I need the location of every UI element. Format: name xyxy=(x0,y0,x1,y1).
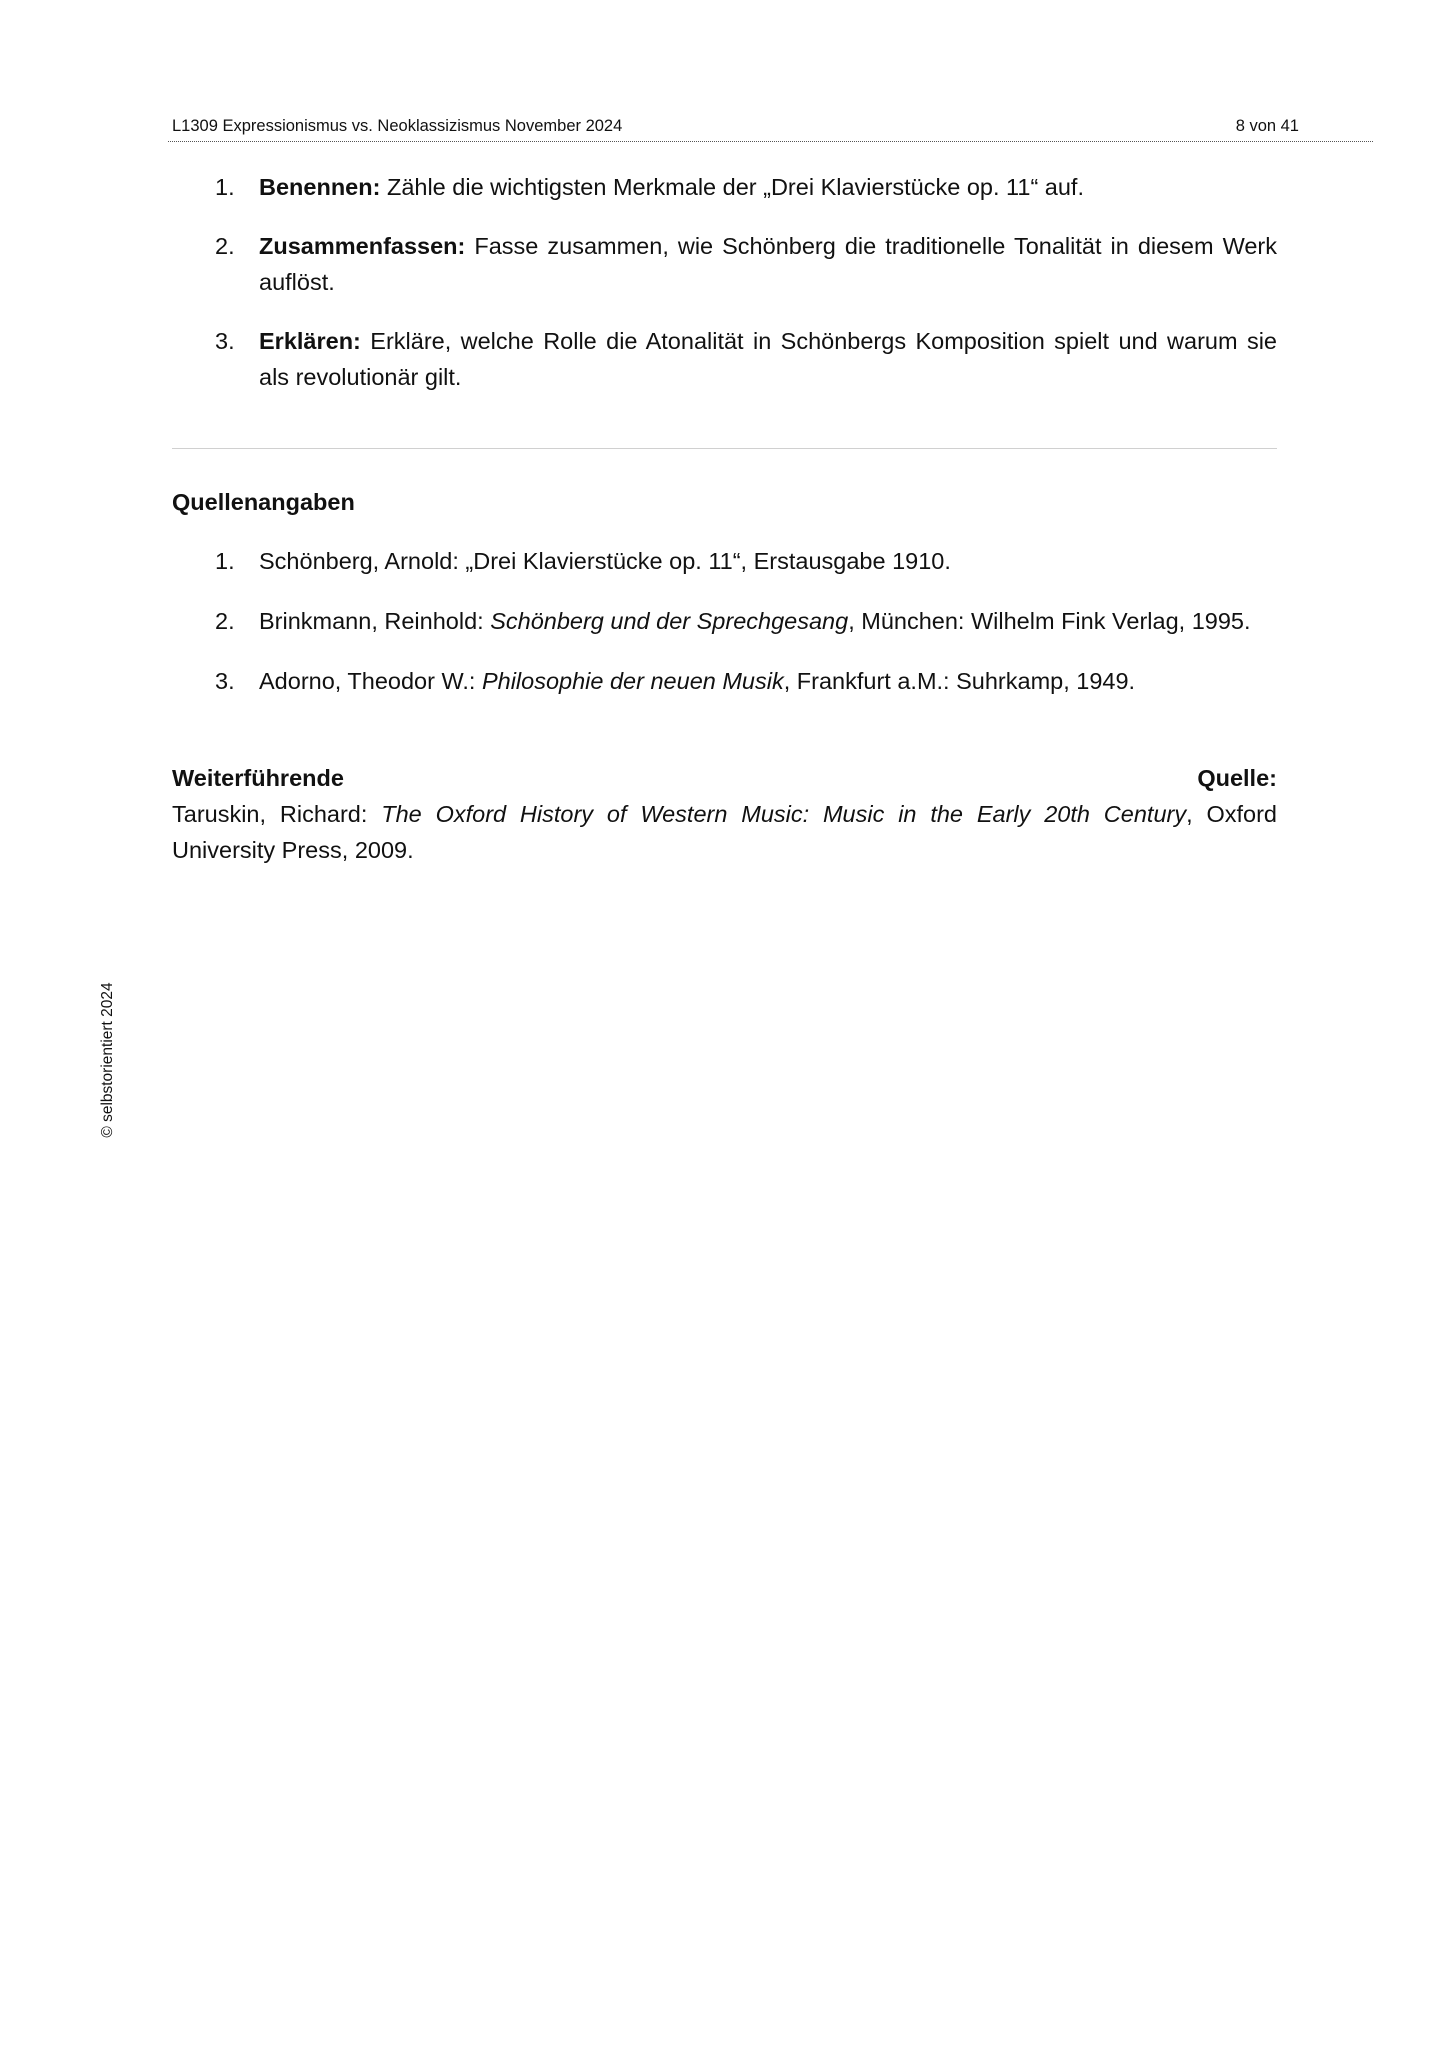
sources-list xyxy=(172,543,1277,723)
task-term: Erklären: xyxy=(259,328,361,354)
copyright-note: © selbstorientiert 2024 xyxy=(99,982,116,1138)
source-number: 2. xyxy=(215,608,235,634)
task-text: Erkläre, welche Rolle die Atonalität in Schönbergs Komposition spielt und warum sie als revolutionär gilt. xyxy=(259,328,1277,390)
page-header xyxy=(168,113,1373,142)
further-publisher: , Oxford University Press, 2009. xyxy=(172,801,1277,863)
task-number: 1. xyxy=(215,174,235,200)
source-number: 1. xyxy=(215,548,235,574)
source-text: Schönberg, Arnold: „Drei Klavierstücke op. 11“, Erstausgabe 1910. xyxy=(259,548,951,574)
further-heading-right: Quelle: xyxy=(1197,765,1277,791)
source-author: Brinkmann, Reinhold: xyxy=(259,608,491,634)
task-item xyxy=(172,228,1277,300)
further-heading-left: Weiterführende xyxy=(172,765,344,791)
further-title: The Oxford History of Western Music: Music in the Early 20th Century xyxy=(381,801,1187,827)
further-reading-heading xyxy=(172,760,1277,796)
task-number: 2. xyxy=(215,233,235,259)
task-text: Zähle die wichtigsten Merkmale der „Drei Klavierstücke op. 11“ auf. xyxy=(380,174,1084,200)
further-reading xyxy=(172,760,1277,868)
source-publisher: , Frankfurt a.M.: Suhrkamp, 1949. xyxy=(783,668,1136,694)
source-title: Philosophie der neuen Musik xyxy=(481,668,784,694)
task-number: 3. xyxy=(215,328,235,354)
further-author: Taruskin, Richard: xyxy=(172,801,382,827)
source-item xyxy=(172,663,1277,699)
task-item xyxy=(172,323,1277,395)
task-list xyxy=(172,169,1277,418)
sources-heading: Quellenangaben xyxy=(172,489,355,515)
source-item xyxy=(172,603,1277,639)
task-term: Benennen: xyxy=(259,174,381,200)
task-term: Zusammenfassen: xyxy=(259,233,466,259)
section-divider xyxy=(172,448,1277,449)
task-item xyxy=(172,169,1277,205)
source-item xyxy=(172,543,1277,579)
source-publisher: , München: Wilhelm Fink Verlag, 1995. xyxy=(848,608,1251,634)
page-number: 8 von 41 xyxy=(1235,117,1299,135)
source-number: 3. xyxy=(215,668,235,694)
source-author: Adorno, Theodor W.: xyxy=(259,668,482,694)
further-reading-citation xyxy=(172,796,1277,868)
source-title: Schönberg und der Sprechgesang xyxy=(490,608,849,634)
task-text: Fasse zusammen, wie Schönberg die traditionelle Tonalität in diesem Werk auflöst. xyxy=(259,233,1277,295)
document-title: L1309 Expressionismus vs. Neoklassizismus November 2024 xyxy=(172,117,623,135)
